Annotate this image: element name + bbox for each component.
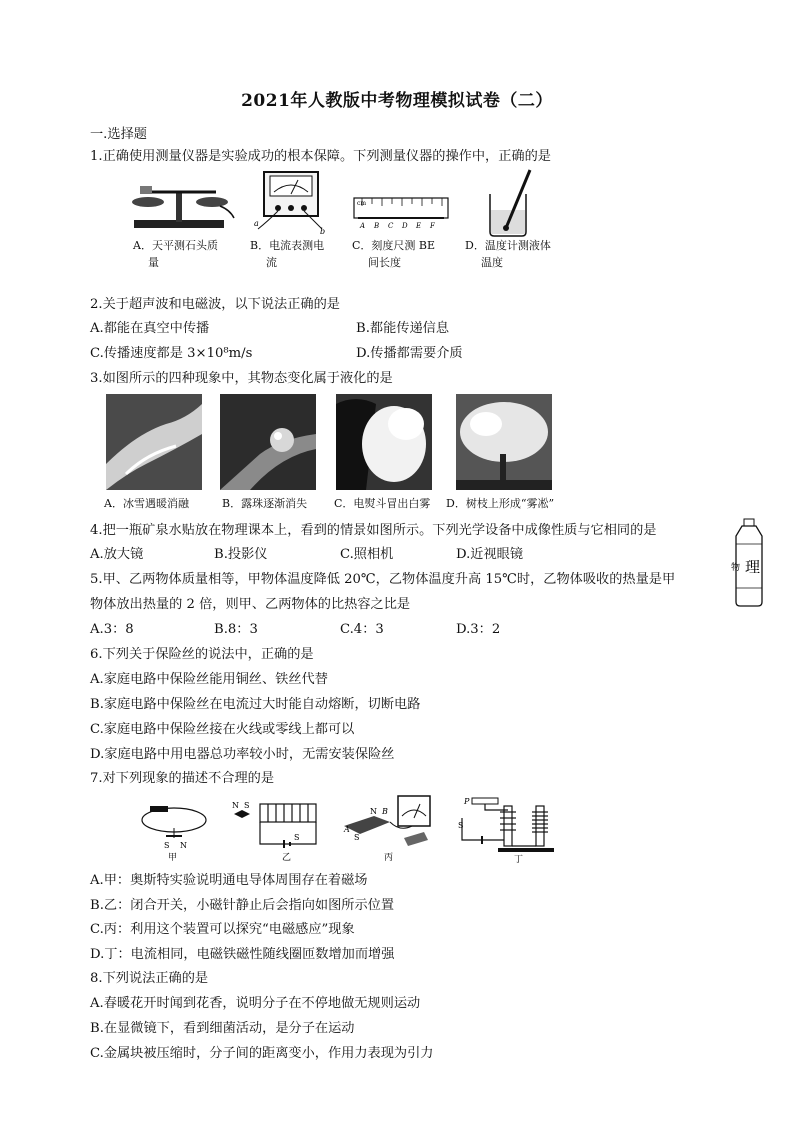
q6-option-a: A.家庭电路中保险丝能用铜丝、铁丝代替 [90,672,328,687]
svg-text:a: a [254,219,259,228]
question-7-stem: 7.对下列现象的描述不合理的是 [90,771,275,786]
svg-text:S: S [244,801,250,810]
bottle-text-large: 理 [745,558,761,576]
figure-label-bing: 丙 [384,853,394,863]
ruler-label: F [430,222,435,230]
induction-figure [340,792,436,864]
q8-option-c: C.金属块被压缩时，分子间的距离变小，作用力表现为引力 [90,1046,434,1061]
water-bottle-figure [728,518,770,608]
svg-text:P: P [464,797,470,806]
ammeter-figure [250,166,330,236]
question-6-stem: 6.下列关于保险丝的说法中，正确的是 [90,647,314,662]
q3-caption-c: C．电熨斗冒出白雾 [334,497,431,510]
svg-text:S: S [458,821,464,830]
q5-option-d: D.3：2 [456,622,501,637]
q4-option-a: A.放大镜 [90,547,144,562]
q3-caption-a: A．冰雪遇暖消融 [104,497,189,510]
q7-option-a: A.甲：奥斯特实验说明通电导体周围存在着磁场 [90,873,368,888]
q6-option-c: C.家庭电路中保险丝接在火线或零线上都可以 [90,722,355,737]
photo-dewdrop [220,394,316,490]
figure-label-jia: 甲 [168,853,178,862]
q1-caption-a-line2: 量 [148,256,159,269]
figure-label-ding: 丁 [514,855,524,864]
q5-option-c: C.4：3 [340,622,384,637]
svg-text:b: b [320,227,326,236]
ruler-figure [352,194,452,234]
q4-option-b: B.投影仪 [214,547,268,562]
photo-melting-snow [106,394,202,490]
ruler-label: A [360,222,366,230]
section-heading: 一.选择题 [90,127,147,142]
q7-option-b: B.乙：闭合开关，小磁针静止后会指向如图所示位置 [90,898,395,913]
q4-option-c: C.照相机 [340,547,394,562]
svg-text:A: A [344,825,350,834]
question-5-stem-line2: 物体放出热量的 2 倍，则甲、乙两物体的比热容之比是 [90,597,411,612]
q5-option-a: A.3：8 [90,622,134,637]
ruler-label: B [374,222,380,230]
photo-rime-tree [456,394,552,490]
q2-option-b: B.都能传递信息 [356,321,450,336]
q6-option-d: D.家庭电路中用电器总功率较小时，无需安装保险丝 [90,747,395,762]
q1-caption-c-line1: C．刻度尺测 BE [352,239,436,252]
q1-caption-d-line1: D．温度计测液体 [465,239,551,252]
q8-option-a: A.春暖花开时闻到花香，说明分子在不停地做无规则运动 [90,996,421,1011]
q3-caption-d: D．树枝上形成“雾凇” [446,497,555,510]
svg-text:B: B [382,807,388,816]
solenoid-figure [230,796,326,864]
q2-option-d: D.传播都需要介质 [356,346,463,361]
question-3-stem: 3.如图所示的四种现象中，其物态变化属于液化的是 [90,371,393,386]
photo-iron-steam [336,394,432,490]
thermometer-figure [480,166,540,238]
q1-caption-a-line1: A．天平测石头质 [133,239,218,252]
q1-caption-d-line2: 温度 [481,256,503,269]
svg-text:N: N [370,807,377,816]
balance-figure [126,172,236,234]
electromagnet-figure [454,794,564,864]
q1-caption-b-line1: B．电流表测电 [250,239,325,252]
question-5-stem-line1: 5.甲、乙两物体质量相等，甲物体温度降低 20℃，乙物体温度升高 15℃时，乙物体吸收的热量是甲 [90,572,676,587]
q6-option-b: B.家庭电路中保险丝在电流过大时能自动熔断，切断电路 [90,697,421,712]
q1-caption-c-line2: 间长度 [368,256,401,269]
q2-option-a: A.都能在真空中传播 [90,321,210,336]
svg-text:N: N [232,801,239,810]
svg-text:S: S [354,833,360,842]
q2-option-c: C.传播速度都是 3×10⁸m/s [90,346,253,361]
bottle-text-small: 物 [731,563,741,573]
page-title: 2021年人教版中考物理模拟试卷（二） [241,91,553,111]
q1-caption-b-line2: 流 [266,256,277,269]
svg-text:cm: cm [357,200,367,207]
q8-option-b: B.在显微镜下，看到细菌活动，是分子在运动 [90,1021,355,1036]
q7-option-c: C.丙：利用这个装置可以探究“电磁感应”现象 [90,922,355,937]
question-4-stem: 4.把一瓶矿泉水贴放在物理课本上，看到的情景如图所示。下列光学设备中成像性质与它相同的是 [90,523,657,538]
ruler-label: C [388,222,394,230]
question-2-stem: 2.关于超声波和电磁波，以下说法正确的是 [90,297,340,312]
figure-label-yi: 乙 [282,853,292,863]
ruler-label: E [416,222,422,230]
svg-text:S: S [294,833,300,842]
question-8-stem: 8.下列说法正确的是 [90,971,209,986]
q7-option-d: D.丁：电流相同，电磁铁磁性随线圈匝数增加而增强 [90,947,395,962]
question-1-stem: 1.正确使用测量仪器是实验成功的根本保障。下列测量仪器的操作中，正确的是 [90,149,551,164]
q3-caption-b: B．露珠逐渐消失 [222,497,308,510]
svg-text:S: S [164,841,170,850]
q4-option-d: D.近视眼镜 [456,547,524,562]
q5-option-b: B.8：3 [214,622,258,637]
ruler-label: D [402,222,408,230]
svg-text:N: N [180,841,187,850]
oersted-figure [138,798,210,862]
